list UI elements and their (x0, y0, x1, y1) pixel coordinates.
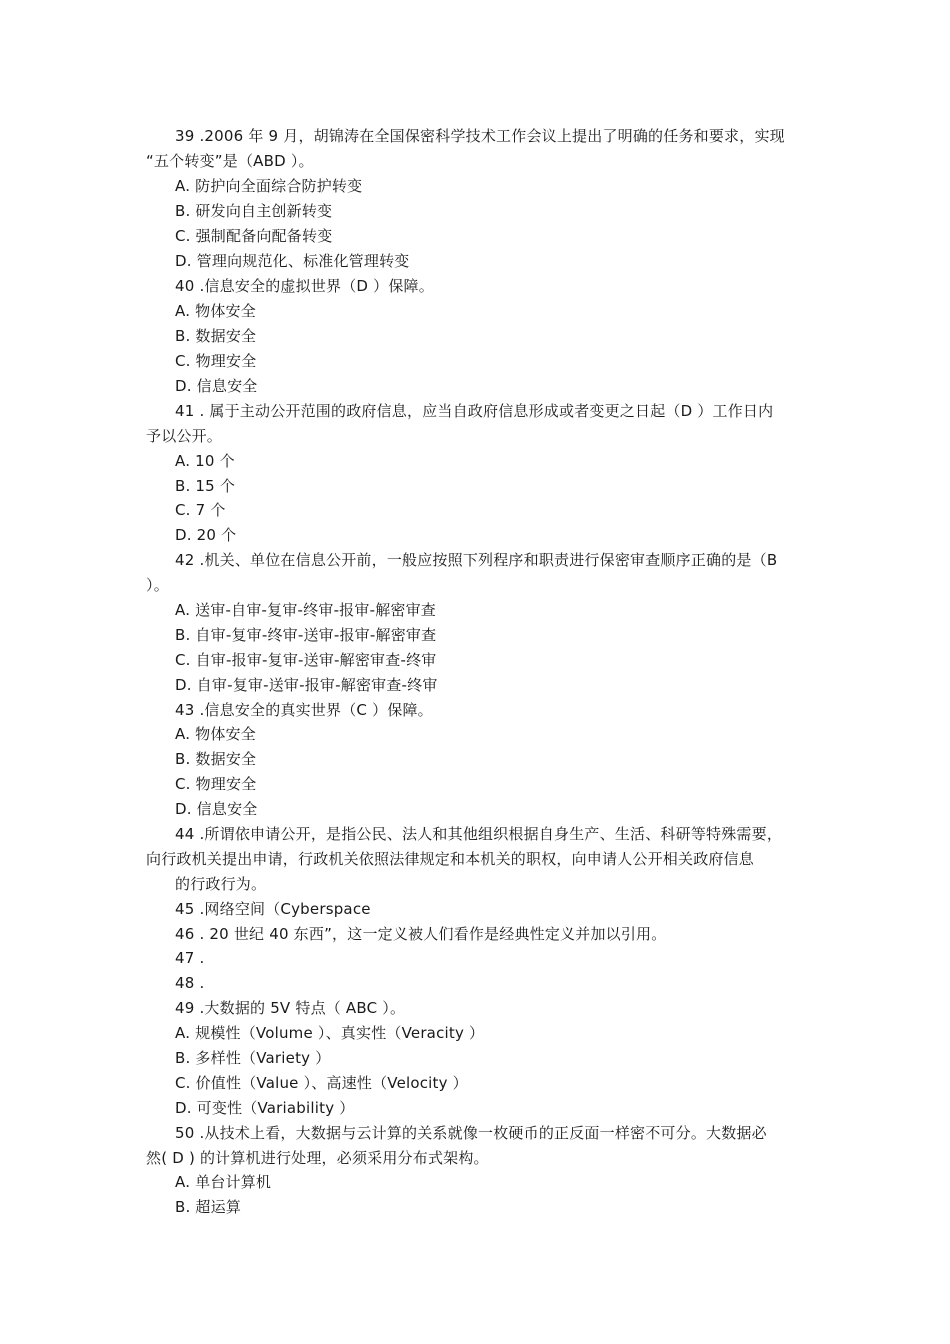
question-39-line-2: “五个转变”是（ABD ）。 (146, 152, 314, 170)
question-39-option-d: D. 管理向规范化、标准化管理转变 (175, 252, 410, 270)
question-42-option-b: B. 自审-复审-终审-送审-报审-解密审查 (175, 626, 437, 644)
question-42-option-c: C. 自审-报审-复审-送审-解密审查-终审 (175, 651, 437, 669)
question-42-line-1: 42 .机关、单位在信息公开前，一般应按照下列程序和职责进行保密审查顺序正确的是（B (175, 551, 778, 569)
question-41-line-2: 予以公开。 (146, 427, 223, 445)
question-43-option-a: A. 物体安全 (175, 725, 256, 743)
question-43-option-c: C. 物理安全 (175, 775, 257, 793)
question-39-option-a: A. 防护向全面综合防护转变 (175, 177, 363, 195)
question-40: 40 .信息安全的虚拟世界（D ）保障。 (175, 277, 434, 295)
question-44-line-1: 44 .所谓依申请公开，是指公民、法人和其他组织根据自身生产、生活、科研等特殊需要， (175, 825, 783, 843)
question-47: 47 . (175, 949, 205, 967)
question-40-option-a: A. 物体安全 (175, 302, 256, 320)
question-50-option-b: B. 超运算 (175, 1198, 242, 1216)
question-39-line-1: 39 .2006 年 9 月，胡锦涛在全国保密科学技术工作会议上提出了明确的任务和要求，实现 (175, 127, 785, 145)
question-40-option-b: B. 数据安全 (175, 327, 257, 345)
question-41-option-b: B. 15 个 (175, 477, 236, 495)
question-50-line-1: 50 .从技术上看，大数据与云计算的关系就像一枚硬币的正反面一样密不可分。大数据必 (175, 1124, 767, 1142)
question-44-line-2: 向行政机关提出申请，行政机关依照法律规定和本机关的职权，向申请人公开相关政府信息 (146, 850, 755, 868)
question-43-option-b: B. 数据安全 (175, 750, 257, 768)
question-50-line-2: 然( D ) 的计算机进行处理，必须采用分布式架构。 (146, 1149, 489, 1167)
question-50-option-a: A. 单台计算机 (175, 1173, 272, 1191)
question-48: 48 . (175, 974, 205, 992)
question-41-option-c: C. 7 个 (175, 501, 226, 519)
question-41-option-d: D. 20 个 (175, 526, 237, 544)
question-42-option-d: D. 自审-复审-送审-报审-解密审查-终审 (175, 676, 438, 694)
question-40-option-c: C. 物理安全 (175, 352, 257, 370)
question-42-option-a: A. 送审-自审-复审-终审-报审-解密审查 (175, 601, 436, 619)
question-41-option-a: A. 10 个 (175, 452, 235, 470)
question-44-line-3: 的行政行为。 (175, 875, 267, 893)
question-45: 45 .网络空间（Cyberspace (175, 900, 371, 918)
question-49-option-c: C. 价值性（Value ）、高速性（Velocity ） (175, 1074, 468, 1092)
question-43-option-d: D. 信息安全 (175, 800, 258, 818)
question-49-option-a: A. 规模性（Volume ）、真实性（Veracity ） (175, 1024, 485, 1042)
question-39-option-b: B. 研发向自主创新转变 (175, 202, 333, 220)
question-40-option-d: D. 信息安全 (175, 377, 258, 395)
question-49: 49 .大数据的 5V 特点（ ABC ）。 (175, 999, 406, 1017)
question-42-line-2: ）。 (146, 576, 169, 594)
question-41-line-1: 41 . 属于主动公开范围的政府信息，应当自政府信息形成或者变更之日起（D ）工作日内 (175, 402, 774, 420)
question-46: 46 . 20 世纪 40 东西”，这一定义被人们看作是经典性定义并加以引用。 (175, 925, 667, 943)
question-43: 43 .信息安全的真实世界（C ）保障。 (175, 701, 433, 719)
question-39-option-c: C. 强制配备向配备转变 (175, 227, 333, 245)
question-49-option-b: B. 多样性（Variety ） (175, 1049, 331, 1067)
question-49-option-d: D. 可变性（Variability ） (175, 1099, 355, 1117)
